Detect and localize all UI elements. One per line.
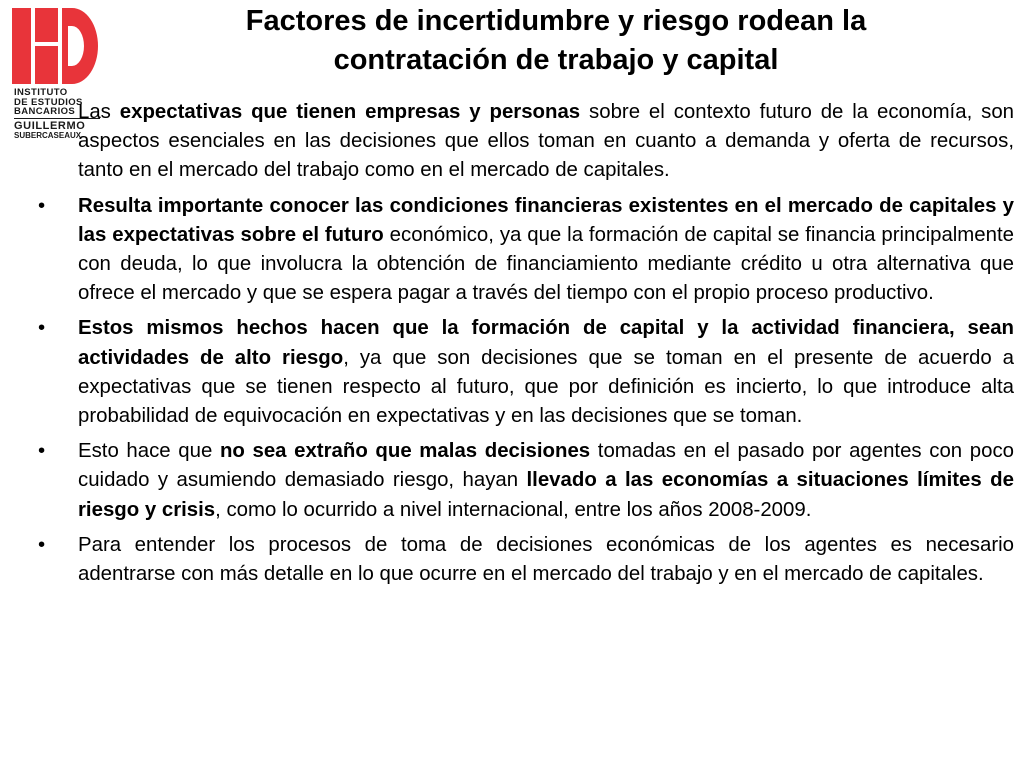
bold-text: expectativas que tienen empresas y personas [119, 101, 581, 123]
bullet-item [34, 192, 1014, 309]
body-text: Esto hace que [78, 440, 220, 463]
bold-text: Resulta importante conocer las condiciones financieras existentes en el mercado de capitales y las expectativas sobre el futuro [78, 194, 1014, 246]
bold-text: Estos mismos hechos hacen que la formación de capital y la actividad financiera, sean actividades de alto riesgo [78, 317, 1014, 369]
bullet-item [34, 531, 1014, 589]
bold-text: llevado a las economías a situaciones límites de riesgo y crisis [78, 469, 1014, 521]
body-text: económico, ya que la formación de capital se financia principalmente con deuda, lo que involucra la obtención de financiamiento mediante crédito u otra alternativa que ofrece el mercado y que se espera pagar a través del tiempo con el propio proceso productivo. [78, 223, 1014, 305]
body-text: , como lo ocurrido a nivel internacional, entre los años 2008-2009. [215, 498, 812, 521]
logo-line-5: SUBERCASEAUX [14, 131, 82, 140]
bullet-marker: • [38, 440, 46, 463]
bullet-item [34, 437, 1014, 525]
logo-line-1: INSTITUTO [14, 87, 68, 98]
bullet-item [34, 98, 1014, 186]
bullet-item [34, 314, 1014, 431]
body-text: tomadas en el pasado por agentes con poco cuidado y asumiendo demasiado riesgo, hayan [78, 440, 1014, 492]
logo-line-2: DE ESTUDIOS [14, 96, 83, 108]
slide-title: Factores de incertidumbre y riesgo rodean la contratación de trabajo y capital [245, 5, 867, 76]
bullet-list [34, 98, 1014, 595]
body-text: sobre el contexto futuro de la economía, son aspectos esenciales en las decisiones que ellos toman en cuanto a demanda y oferta de recursos, tanto en el mercado del trabajo como en el mercado de capitales. [78, 101, 1014, 182]
bullet-marker: • [38, 317, 46, 340]
bold-text: no sea extraño que malas decisiones [219, 440, 591, 463]
bullet-marker: • [38, 533, 46, 556]
logo-line-3: BANCARIOS [14, 106, 76, 117]
body-text: Para entender los procesos de toma de decisiones económicas de los agentes es necesario adentrarse con más detalle en lo que ocurre en el mercado del trabajo y en el mercado de capitales. [78, 533, 1014, 586]
logo-line-4: GUILLERMO [14, 119, 86, 132]
body-text: Las [78, 101, 120, 123]
logo-mark-icon [12, 8, 98, 84]
bullet-marker: • [38, 194, 46, 217]
body-text: , ya que son decisiones que se toman en el presente de acuerdo a expectativas que se tienen respecto al futuro, que por definición es incierto, lo que introduce alta probabilidad de equivocación en expectativas y en las decisiones que se toman. [78, 346, 1014, 428]
